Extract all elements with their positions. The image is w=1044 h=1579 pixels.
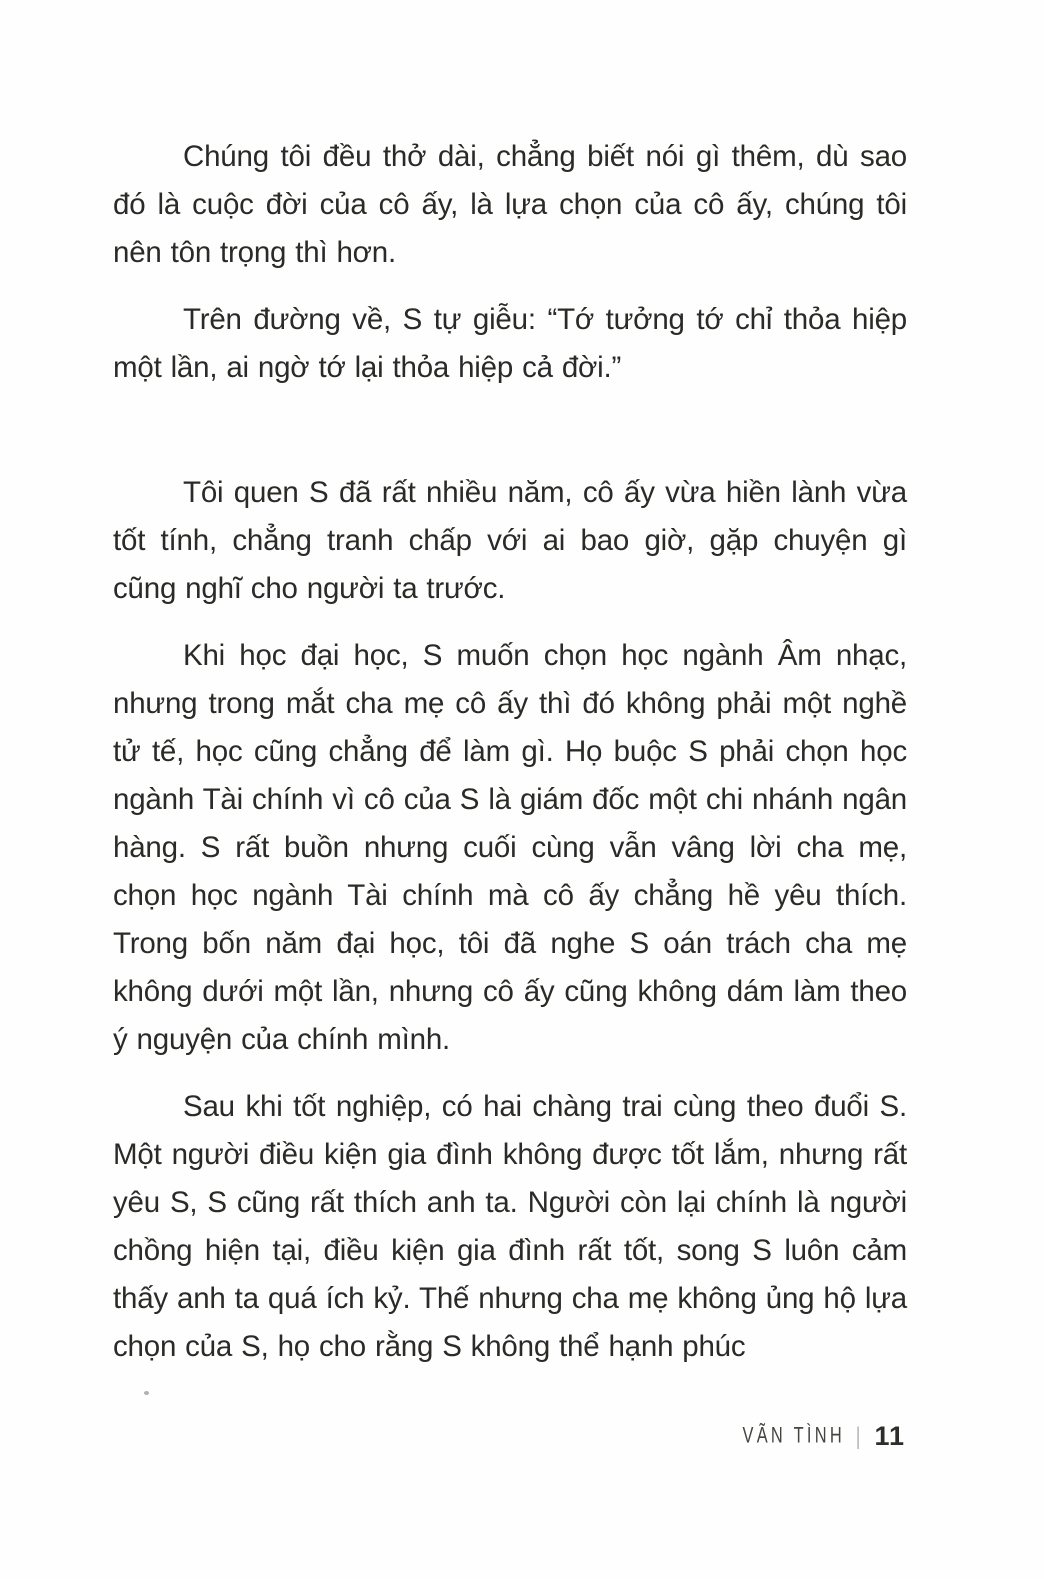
paragraph-3: Tôi quen S đã rất nhiều năm, cô ấy vừa hiền lành vừa tốt tính, chẳng tranh chấp với ai bao giờ, gặp chuyện gì cũng nghĩ cho người ta trước. <box>113 476 907 605</box>
paragraph-4: Khi học đại học, S muốn chọn học ngành Âm nhạc, nhưng trong mắt cha mẹ cô ấy thì đó không phải một nghề tử tế, học cũng chẳng để làm gì. Họ buộc S phải chọn học ngành Tài chính vì cô của S là giám đốc một chi nhánh ngân hàng. S rất buồn nhưng cuối cùng vẫn vâng lời cha mẹ, chọn học ngành Tài chính mà cô ấy chẳng hề yêu thích. Trong bốn năm đại học, tôi đã nghe S oán trách cha mẹ không dưới một lần, nhưng cô ấy cũng không dám làm theo ý nguyện của chính mình. <box>113 639 907 1056</box>
body-text <box>113 133 907 1390</box>
running-title: VÃN TÌNH <box>742 1423 846 1449</box>
footer-separator: | <box>856 1422 860 1450</box>
page-footer <box>720 1421 905 1452</box>
page-number: 11 <box>874 1421 905 1451</box>
paragraph-5: Sau khi tốt nghiệp, có hai chàng trai cùng theo đuổi S. Một người điều kiện gia đình không được tốt lắm, nhưng rất yêu S, S cũng rất thích anh ta. Người còn lại chính là người chồng hiện tại, điều kiện gia đình rất tốt, song S luôn cảm thấy anh ta quá ích kỷ. Thế nhưng cha mẹ không ủng hộ lựa chọn của S, họ cho rằng S không thể hạnh phúc <box>113 1090 907 1363</box>
paragraph-1: Chúng tôi đều thở dài, chẳng biết nói gì thêm, dù sao đó là cuộc đời của cô ấy, là lựa chọn của cô ấy, chúng tôi nên tôn trọng thì hơn. <box>113 140 907 269</box>
paragraph-2: Trên đường về, S tự giễu: “Tớ tưởng tớ chỉ thỏa hiệp một lần, ai ngờ tớ lại thỏa hiệp cả đời.” <box>113 303 907 384</box>
scan-artifact <box>144 1391 149 1395</box>
